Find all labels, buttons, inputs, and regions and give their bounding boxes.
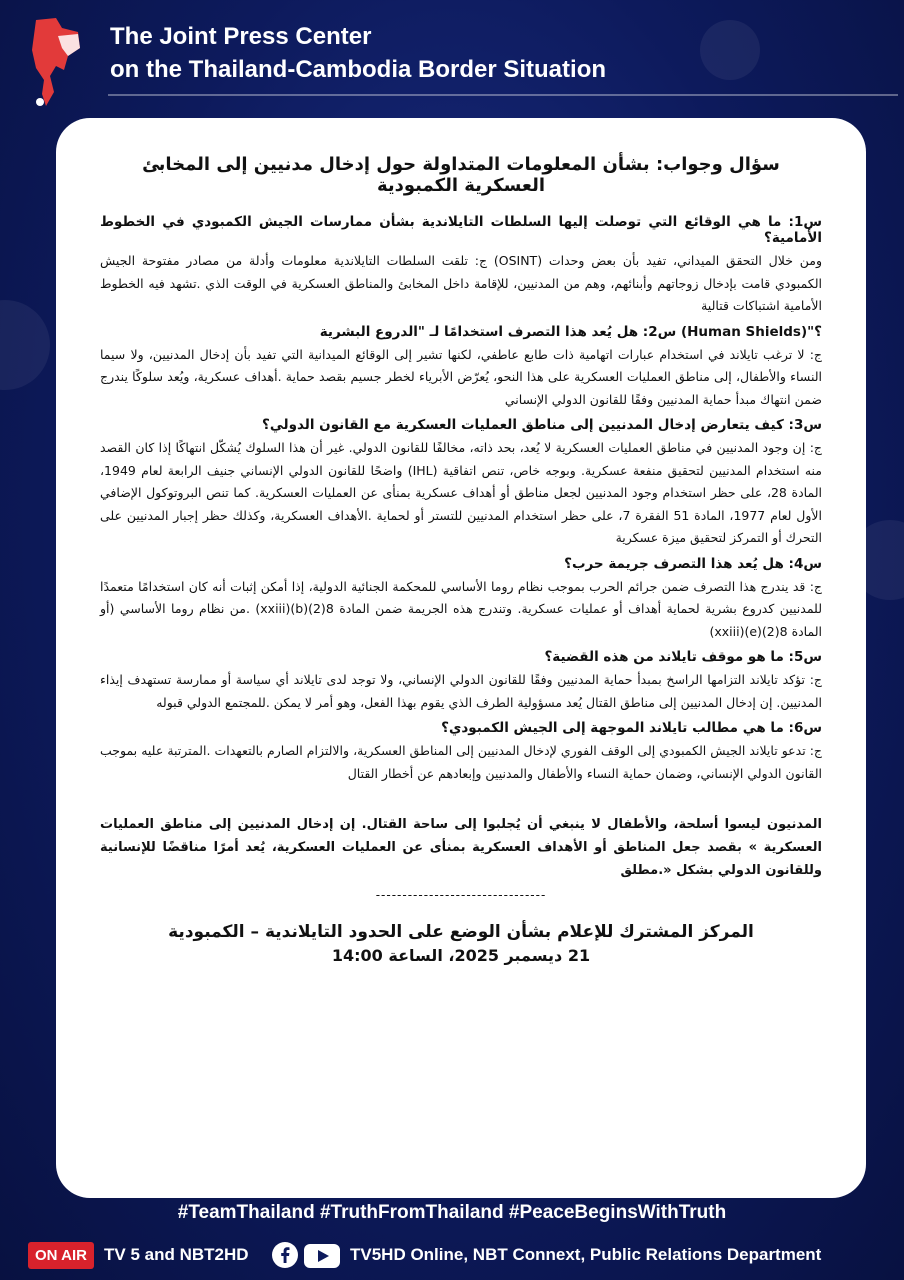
closing-statement: المدنيون ليسوا أسلحة، والأطفال لا ينبغي أن يُجلبوا إلى ساحة القتال. إن إدخال المدنيين إلى مناطق العمليات العسكرية » بقصد جعل المناطق أو الأهداف العسكرية بمنأى عن العمليات العسكرية، يُعد أمرًا مناقضًا للإنسانية وللقانون الدولي بشكل «.مطلق <box>100 817 822 878</box>
hashtags: #TeamThailand #TruthFromThailand #PeaceBeginsWithTruth <box>177 1202 727 1223</box>
signature-name: المركز المشترك للإعلام بشأن الوضع على الحدود التايلاندية – الكمبودية <box>168 922 754 942</box>
channels-text: TV 5 and NBT2HD <box>104 1245 249 1264</box>
signature-date: 21 ديسمبر 2025، الساعة 14:00 <box>331 946 591 965</box>
document-content <box>100 154 822 965</box>
facebook-icon <box>272 1242 298 1268</box>
answer-3: ج: إن وجود المدنيين في مناطق العمليات العسكرية لا يُعد، بحد ذاته، مخالفًا للقانون الدولي. غير أن هذا السلوك يُشكّل انتهاكًا إذا كان القصد منه استخدام المدنيين لتحقيق منفعة عسكرية. وبوجه خاص، تنص اتفاقية (IHL) واضحًا للقانون الدولي الإنساني جنيف الرابعة لعام 1949، المادة 28، على حظر استخدام وجود المدنيين لجعل مناطق أو أهداف عسكرية بمنأى عن العمليات العسكرية. كما تنص البروتوكول الإضافي الأول لعام 1977، المادة 51 الفقرة 7، على حظر استخدام المدنيين للتستر أو لحماية .الأهداف العسكرية، وكذلك حظر إجبار المدنيين على التحرك أو التمركز لتحقيق ميزة عسكرية <box>100 440 822 545</box>
question-1: س1: ما هي الوقائع التي توصلت إليها السلطات التايلاندية بشأن ممارسات الجيش الكمبودي في الخطوط الأمامية؟ <box>100 214 822 246</box>
header-title-line1: The Joint Press Center <box>110 23 372 50</box>
youtube-icon <box>304 1244 340 1268</box>
document-card <box>56 118 866 1198</box>
question-4: س4: هل يُعد هذا التصرف جريمة حرب؟ <box>564 555 822 572</box>
answer-2: ج: لا ترغب تايلاند في استخدام عبارات اتهامية ذات طابع عاطفي، لكنها تشير إلى الوقائع الميدانية التي تفيد بأن إدخال المدنيين، ولا سيما النساء والأطفال، إلى مناطق العمليات العسكرية على هذا النحو، يُعرّض الأبرياء لخطر جسيم بقصد حماية .أهداف عسكرية، ويُعد سلوكًا يندرج ضمن انتهاك مبدأ حماية المدنيين وفقًا للقانون الدولي الإنساني <box>100 346 822 407</box>
background-decoration <box>0 300 50 390</box>
header <box>0 0 904 110</box>
header-title-line2: on the Thailand-Cambodia Border Situation <box>110 56 607 83</box>
answer-4: ج: قد يندرج هذا التصرف ضمن جرائم الحرب بموجب نظام روما الأساسي للمحكمة الجنائية الدولية، إذا أمكن إثبات أنه كان استخدامًا متعمدًا للمدنيين كدروع بشرية لحماية أهداف أو عمليات عسكرية. وتندرج هذه الجريمة ضمن المادة 8(2)(b)(xxiii) .من نظام روما الأساسي (أو المادة 8(2)(e)(xxiii) <box>100 578 822 639</box>
platforms-text: TV5HD Online, NBT Connext, Public Relations Department <box>350 1245 822 1264</box>
header-title <box>110 20 606 86</box>
header-divider <box>108 94 898 96</box>
answer-6: ج: تدعو تايلاند الجيش الكمبودي إلى الوقف الفوري لإدخال المدنيين إلى المناطق العسكرية، والالتزام الصارم بالتعهدات .المترتبة عليه بموجب القانون الدولي الإنساني، وضمان حماية النساء والأطفال والمدنيين وإبعادهم عن أخطار القتال <box>100 743 822 781</box>
on-air-badge: ON AIR <box>28 1242 94 1269</box>
document-title: سؤال وجواب: بشأن المعلومات المتداولة حول إدخال مدنيين إلى المخابئ العسكرية الكمبودية <box>142 154 780 196</box>
question-3: س3: كيف يتعارض إدخال المدنيين إلى مناطق العمليات العسكرية مع القانون الدولي؟ <box>262 417 822 433</box>
thailand-map-logo-icon <box>22 14 88 114</box>
answer-1: ومن خلال التحقق الميداني، تفيد بأن بعض وحدات (OSINT) ج: تلقت السلطات التايلاندية معلومات وأدلة من مصادر مفتوحة الجيش الكمبودي قامت بإدخال زوجاتهم وأبنائهم، وهم من المدنيين، للإقامة داخل المخابئ والمناطق العسكرية في الوقت الذي .تشهد فيه الخطوط الأمامية اشتباكات قتالية <box>100 253 822 313</box>
footer-bar <box>0 1234 904 1280</box>
question-2: ؟"(Human Shields) س2: هل يُعد هذا التصرف استخدامًا لـ "الدروع البشرية <box>319 323 822 340</box>
answer-5: ج: تؤكد تايلاند التزامها الراسخ بمبدأ حماية المدنيين وفقًا للقانون الدولي الإنساني، ولا توجد لدى تايلاند أي سياسة أو ممارسة تستهدف إيذاء المدنيين. إن إدخال المدنيين إلى مناطق القتال يُعد مسؤولية الطرف الذي يقوم بهذا الفعل، وهو أمر لا يمكن .للمجتمع الدولي قبوله <box>100 672 822 710</box>
question-5: س5: ما هو موقف تايلاند من هذه القضية؟ <box>544 649 822 665</box>
question-6: س6: ما هي مطالب تايلاند الموجهة إلى الجيش الكمبودي؟ <box>441 720 822 736</box>
separator: -------------------------------- <box>375 888 547 902</box>
